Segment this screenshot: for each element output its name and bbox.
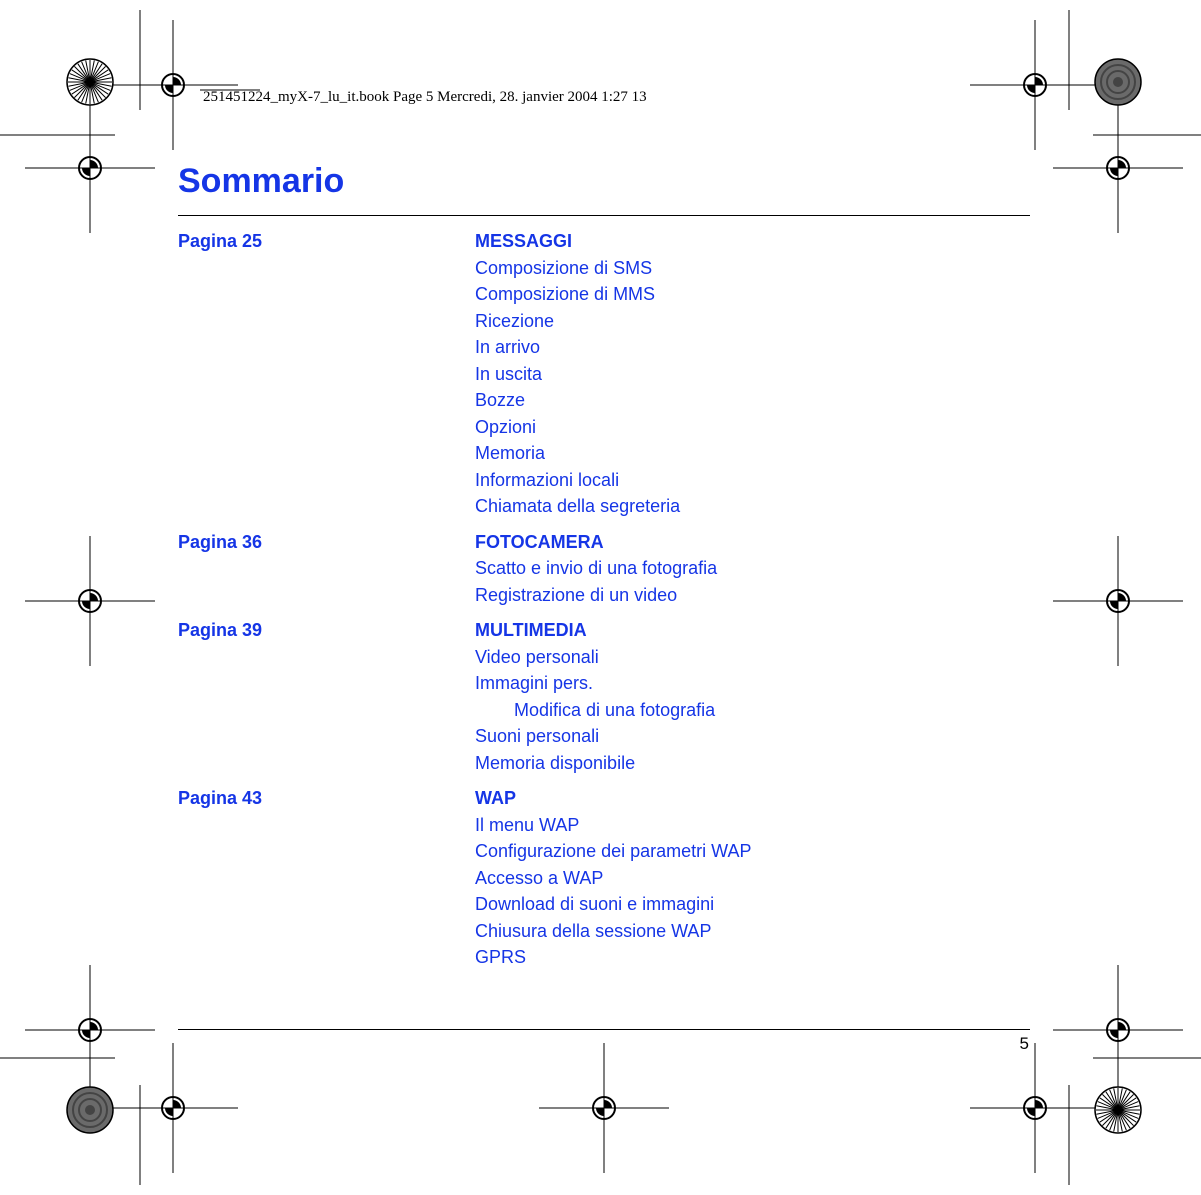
footer-rule — [178, 1029, 1030, 1030]
toc-item[interactable]: Il menu WAP — [475, 814, 580, 835]
toc-entries — [475, 228, 1030, 520]
toc-item[interactable]: Immagini pers. — [475, 673, 594, 693]
toc-section-wap — [178, 785, 1030, 971]
toc-item[interactable]: Ricezione — [475, 310, 555, 331]
toc-page-ref[interactable]: Pagina 43 — [178, 788, 263, 808]
color-target-dark — [67, 1087, 113, 1133]
toc-page-ref[interactable]: Pagina 36 — [178, 531, 263, 552]
toc-entries — [475, 617, 1030, 776]
toc-item[interactable]: Chiamata della segreteria — [475, 496, 681, 516]
toc-item[interactable]: Download di suoni e immagini — [475, 894, 715, 914]
toc-item[interactable]: Composizione di MMS — [475, 284, 656, 304]
toc-item[interactable]: In uscita — [475, 363, 543, 384]
toc-page-ref[interactable]: Pagina 25 — [178, 231, 263, 251]
toc-item[interactable]: Registrazione di un video — [475, 584, 678, 605]
toc-chapter-heading[interactable]: WAP — [475, 788, 517, 808]
toc-chapter-heading[interactable]: FOTOCAMERA — [475, 531, 604, 552]
toc-entries — [475, 785, 1030, 971]
toc-item[interactable]: Informazioni locali — [475, 469, 620, 490]
registration-mark — [25, 536, 155, 666]
toc-subitem[interactable]: Modifica di una fotografia — [514, 699, 716, 720]
registration-mark — [1053, 965, 1183, 1095]
color-target-dark — [1095, 59, 1141, 105]
color-target-star — [67, 59, 113, 105]
toc-section-fotocamera — [178, 529, 1030, 609]
page-title: Sommario — [178, 162, 345, 200]
toc-section-multimedia — [178, 617, 1030, 776]
registration-mark — [25, 965, 155, 1095]
toc-entries — [475, 529, 1030, 609]
registration-mark — [1053, 103, 1183, 233]
registration-mark — [108, 1043, 238, 1173]
toc-item[interactable]: GPRS — [475, 947, 527, 967]
toc-item[interactable]: Configurazione dei parametri WAP — [475, 841, 752, 861]
toc-page-ref[interactable]: Pagina 39 — [178, 620, 263, 640]
color-target-star — [1095, 1087, 1141, 1133]
registration-mark — [970, 20, 1100, 150]
toc-item[interactable]: Chiusura della sessione WAP — [475, 920, 712, 941]
toc-item[interactable]: Memoria disponibile — [475, 752, 636, 773]
registration-mark — [108, 20, 238, 150]
toc-chapter-heading[interactable]: MULTIMEDIA — [475, 620, 587, 640]
page-number: 5 — [1019, 1034, 1029, 1053]
registration-mark — [1053, 536, 1183, 666]
toc-item[interactable]: Accesso a WAP — [475, 867, 604, 888]
toc-item[interactable]: Composizione di SMS — [475, 257, 653, 278]
toc-item[interactable]: Scatto e invio di una fotografia — [475, 558, 718, 578]
toc-item[interactable]: Opzioni — [475, 416, 537, 437]
toc-item[interactable]: Suoni personali — [475, 726, 600, 746]
toc-chapter-heading[interactable]: MESSAGGI — [475, 231, 573, 251]
registration-mark — [970, 1043, 1100, 1173]
table-of-contents — [178, 228, 1030, 980]
toc-item[interactable]: Video personali — [475, 646, 599, 667]
print-slug: 251451224_myX-7_lu_it.book Page 5 Mercredi, 28. janvier 2004 1:27 13 — [203, 89, 647, 105]
toc-item[interactable]: Memoria — [475, 443, 546, 463]
toc-item[interactable]: In arrivo — [475, 337, 541, 357]
registration-mark — [25, 103, 155, 233]
toc-item[interactable]: Bozze — [475, 390, 526, 410]
registration-mark — [539, 1043, 669, 1173]
toc-section-messaggi — [178, 228, 1030, 520]
title-rule — [178, 215, 1030, 216]
